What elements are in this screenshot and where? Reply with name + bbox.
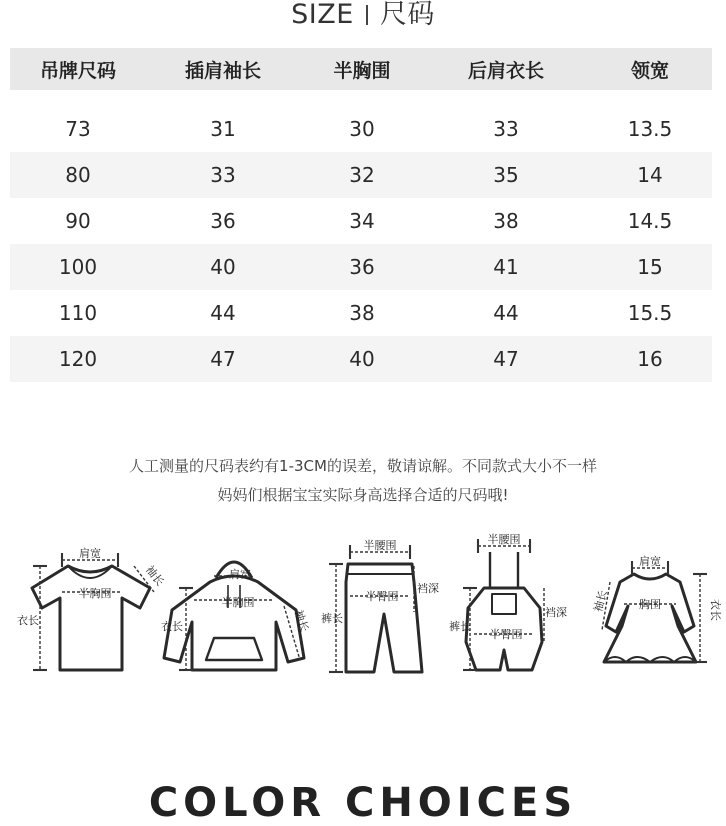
overalls-icon: [466, 552, 542, 670]
measurement-note-line1: 人工测量的尺码表约有1-3CM的误差，敬请谅解。不同款式大小不一样: [129, 457, 597, 475]
cell-collar: 15.5: [627, 301, 673, 325]
pants-hip-label: 半臀围: [365, 590, 399, 603]
cell-collar: 13.5: [627, 117, 673, 141]
cell-size: 73: [65, 117, 91, 141]
diagrams-svg: [0, 530, 726, 700]
pants-waist-label: 半腰围: [363, 539, 397, 552]
hoodie-sleeve-label: 袖长: [291, 608, 311, 634]
cell-sleeve: 40: [210, 255, 236, 279]
cell-chest: 34: [349, 209, 375, 233]
cell-size: 110: [58, 301, 98, 325]
cell-length: 35: [493, 163, 519, 187]
size-title: [0, 0, 726, 30]
cell-length: 41: [493, 255, 519, 279]
tshirt-length-label: 衣长: [17, 614, 39, 627]
overalls-rise-label: 裆深: [545, 606, 567, 619]
cell-length: 38: [493, 209, 519, 233]
tshirt-icon: [32, 566, 150, 670]
title-divider: [366, 5, 368, 25]
header-sleeve-length: 插肩袖长: [184, 59, 261, 82]
header-collar-width: 领宽: [630, 59, 669, 82]
tshirt-shoulder-label: 肩宽: [79, 547, 101, 560]
table-row: [10, 152, 712, 198]
tshirt-chest-label: 半胸围: [78, 587, 112, 600]
measurement-diagrams: [0, 530, 726, 700]
cell-length: 47: [493, 347, 519, 371]
table-row: [10, 244, 712, 290]
measurement-note-line2: 妈妈们根据宝宝实际身高选择合适的尺码哦!: [217, 486, 509, 504]
tshirt-sleeve-label: 袖长: [142, 563, 167, 589]
overalls-hip-label: 半臀围: [489, 628, 523, 641]
dress-chest-label: 胸围: [639, 598, 661, 611]
cell-chest: 32: [349, 163, 375, 187]
cell-chest: 36: [349, 255, 375, 279]
cell-size: 100: [58, 255, 98, 279]
dress-sleeve-label: 袖长: [591, 588, 610, 614]
cell-sleeve: 44: [210, 301, 236, 325]
overalls-length-label: 裤长: [449, 620, 471, 633]
pants-icon: [346, 564, 422, 672]
table-row: [10, 198, 712, 244]
header-tag-size: 吊牌尺码: [39, 59, 116, 82]
cell-collar: 16: [637, 347, 663, 371]
cell-length: 44: [493, 301, 519, 325]
cell-sleeve: 36: [210, 209, 236, 233]
cell-length: 33: [493, 117, 519, 141]
cell-size: 120: [58, 347, 98, 371]
hoodie-chest-label: 半胸围: [221, 596, 255, 609]
cell-collar: 15: [637, 255, 663, 279]
cell-sleeve: 47: [210, 347, 236, 371]
hoodie-shoulder-label: 肩宽: [229, 568, 251, 581]
table-row: [10, 336, 712, 382]
table-header-row: [10, 48, 712, 90]
table-row: [10, 106, 712, 152]
size-table: [10, 48, 712, 382]
size-title-zh: 尺码: [379, 0, 435, 30]
hoodie-length-label: 衣长: [161, 620, 183, 633]
header-half-chest: 半胸围: [333, 59, 391, 82]
dress-shoulder-label: 肩宽: [639, 555, 661, 568]
dress-length-label: 衣长: [709, 599, 722, 621]
cell-sleeve: 31: [210, 117, 236, 141]
cell-chest: 30: [349, 117, 375, 141]
overalls-waist-label: 半腰围: [487, 533, 521, 546]
pants-rise-label: 裆深: [417, 582, 439, 595]
cell-collar: 14.5: [627, 209, 673, 233]
pants-length-label: 裤长: [321, 612, 343, 625]
cell-size: 90: [65, 209, 91, 233]
cell-chest: 38: [349, 301, 375, 325]
header-back-length: 后肩衣长: [467, 59, 544, 82]
cell-size: 80: [65, 163, 91, 187]
cell-collar: 14: [637, 163, 663, 187]
dress-icon: [604, 574, 696, 662]
size-title-en: SIZE: [291, 0, 354, 30]
table-row: [10, 290, 712, 336]
color-choices-heading: COLOR CHOICES: [148, 780, 578, 826]
cell-sleeve: 33: [210, 163, 236, 187]
cell-chest: 40: [349, 347, 375, 371]
